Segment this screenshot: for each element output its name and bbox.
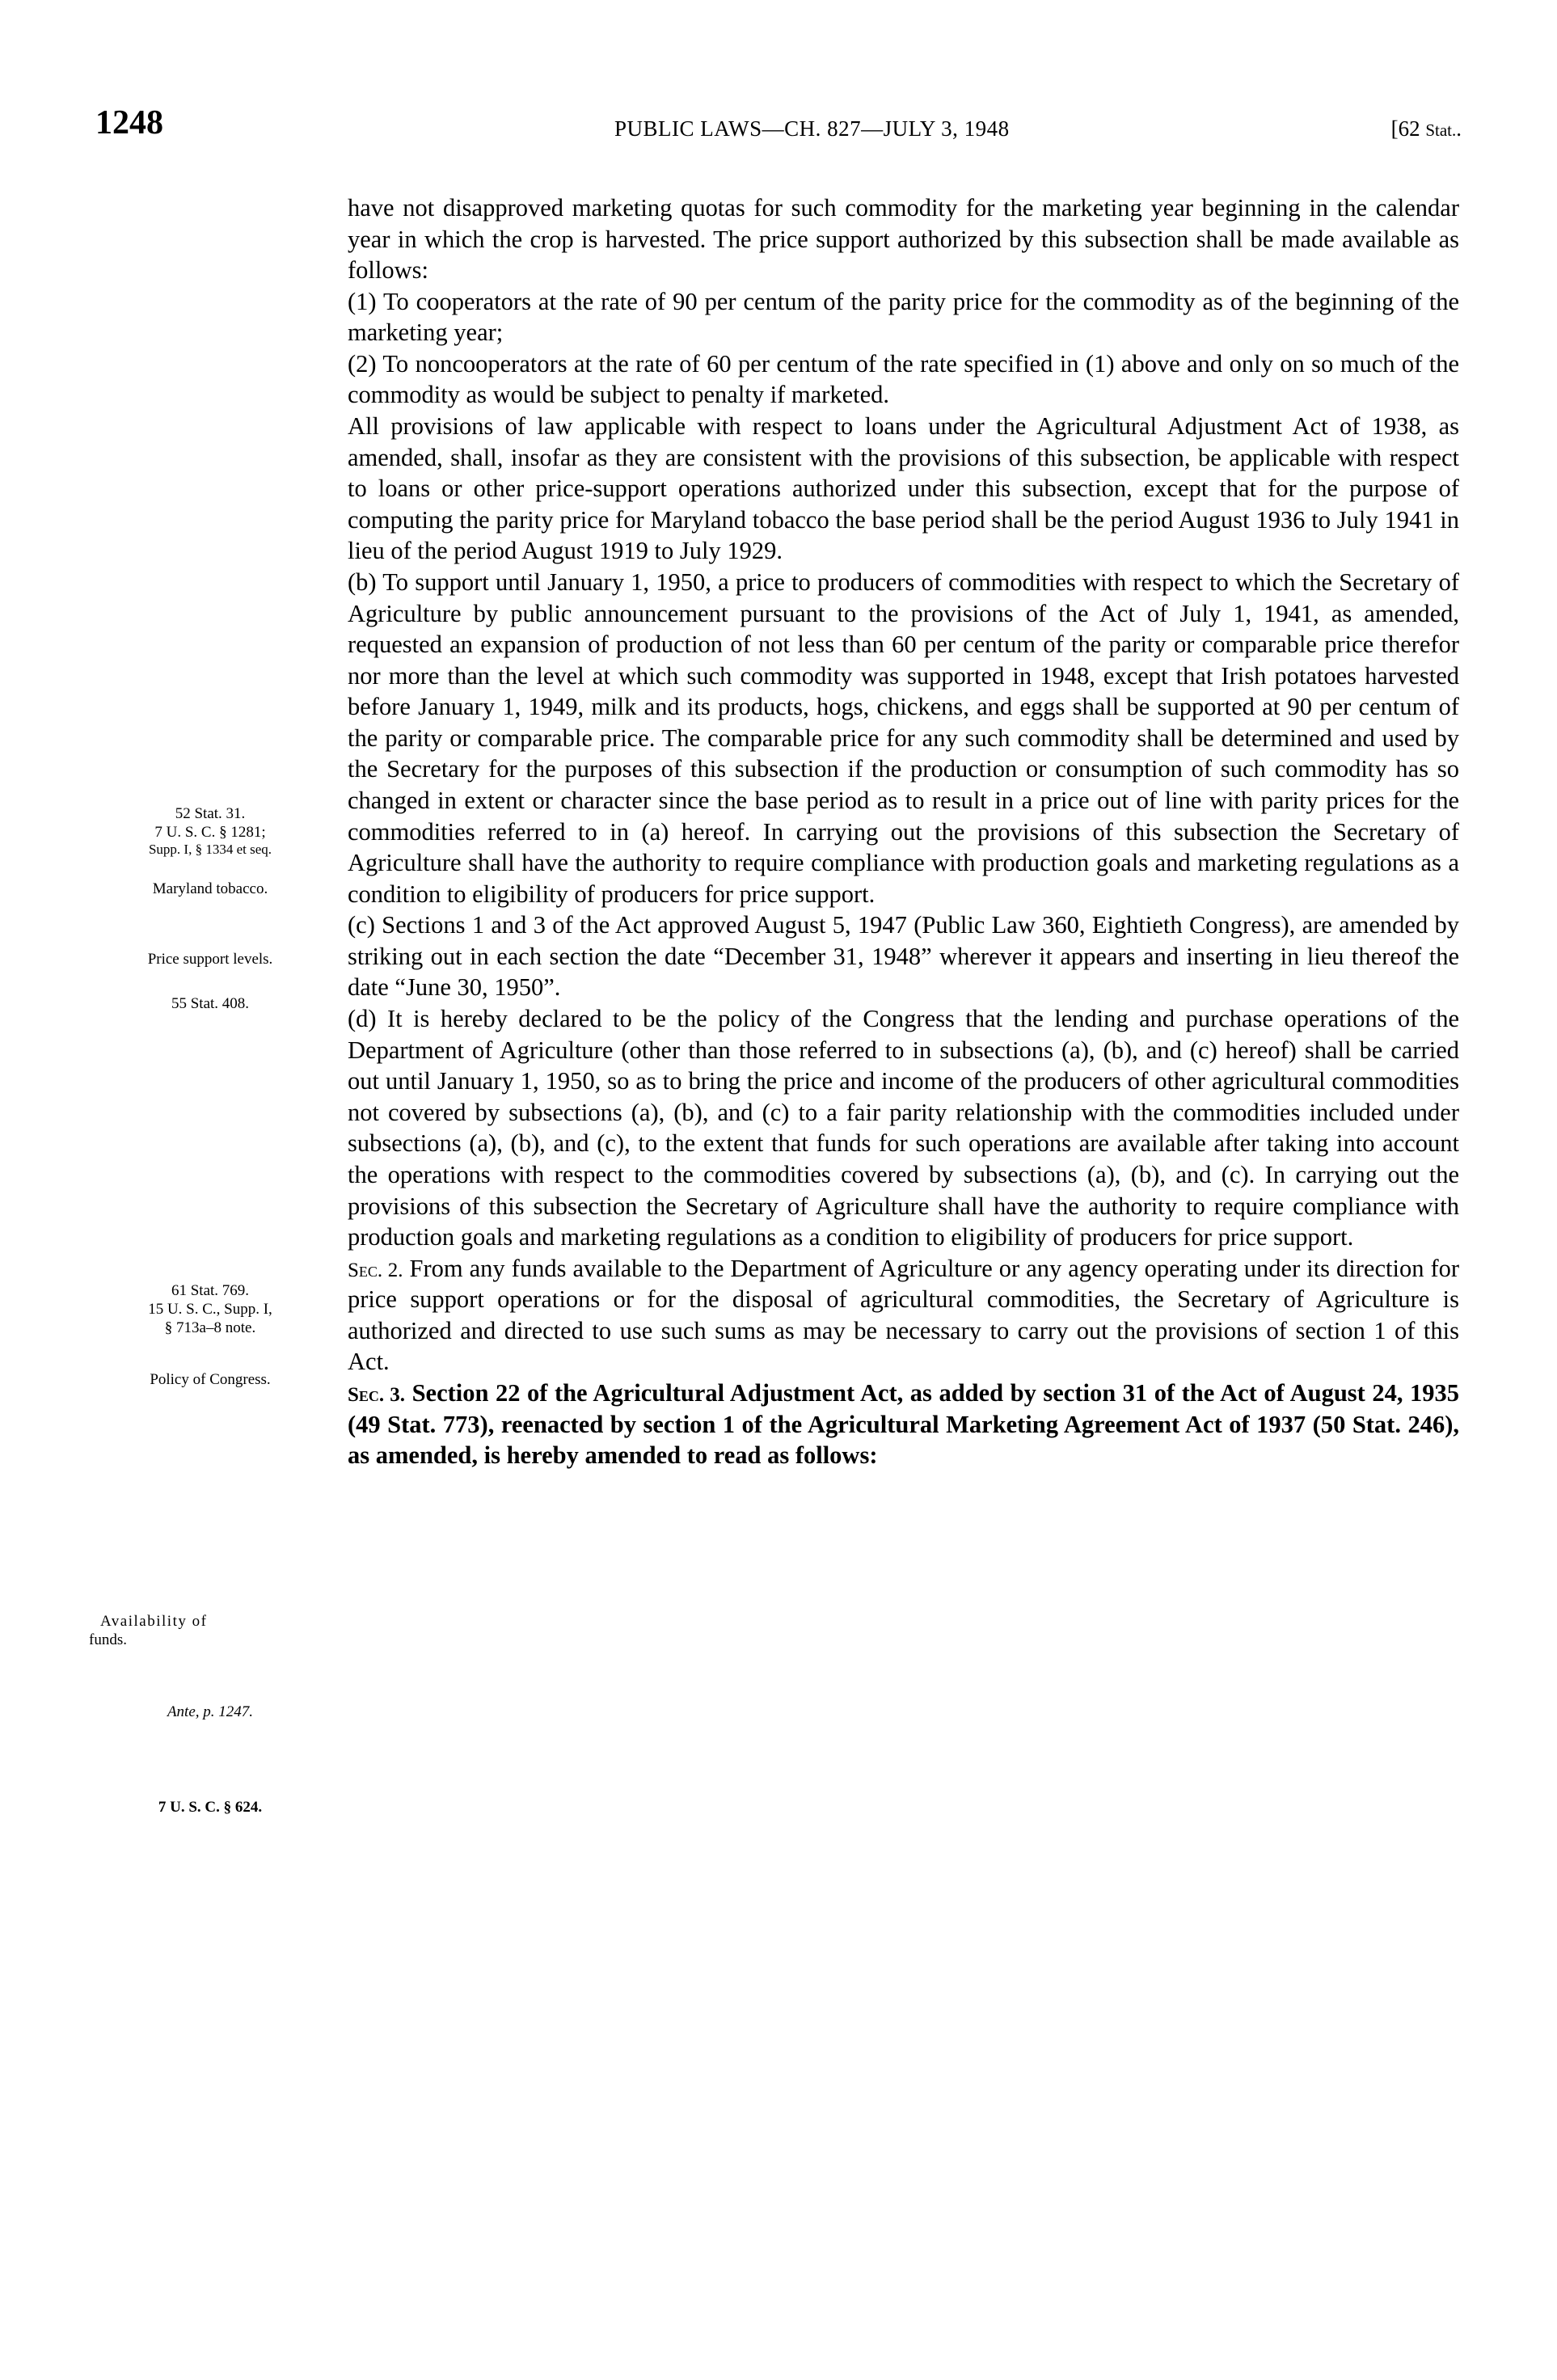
body-column bbox=[348, 192, 1459, 1471]
stat-citation-close: . bbox=[1456, 116, 1462, 141]
section-3-label: Sec. 3. bbox=[348, 1383, 406, 1406]
running-head-text: PUBLIC LAWS—CH. 827—JULY 3, 1948 bbox=[614, 116, 1010, 141]
sidenote-line: 55 Stat. 408. bbox=[171, 995, 250, 1012]
sidenote-7-usc-624 bbox=[89, 1798, 331, 1817]
stat-citation-label: Stat. bbox=[1425, 120, 1457, 140]
paragraph-clause-1: (1) To cooperators at the rate of 90 per centum of the parity price for the commodity as of the beginning of the marketing year; bbox=[348, 287, 1459, 347]
page-header bbox=[0, 104, 1557, 147]
sidenote-line: funds. bbox=[89, 1631, 127, 1649]
paragraph-section-3 bbox=[348, 1378, 1459, 1471]
sidenote-line: 7 U. S. C. § 624. bbox=[158, 1799, 263, 1816]
paragraph-opening: have not disapproved marketing quotas for such commodity for the marketing year beginning in the calendar year in which the crop is harvested. The price support authorized by this subsection shall be made available as follows: bbox=[348, 194, 1459, 285]
stat-citation-bracket: [62 bbox=[1390, 116, 1426, 141]
sidenote-line: Maryland tobacco. bbox=[152, 880, 268, 897]
paragraph-clause-2: (2) To noncooperators at the rate of 60 per centum of the rate specified in (1) above and only on so much of the commodity as would be subject to penalty if marketed. bbox=[348, 349, 1459, 409]
sidenote-line: 52 Stat. 31. bbox=[175, 805, 246, 822]
sidenote-line: 61 Stat. 769. bbox=[171, 1282, 250, 1299]
stat-citation bbox=[1391, 116, 1462, 141]
page-number: 1248 bbox=[95, 104, 163, 141]
paragraph-subsection-d: (d) It is hereby declared to be the policy of the Congress that the lending and purchase operations of the Department of Agriculture (other than those referred to in subsections (a), (b), and (c) hereof) shall be carried out until January 1, 1950, so as to bring the price and income of the producers of other agricultural commodities not covered by subsections (a), (b), and (c) to a fair parity relationship with the commodities included under subsections (a), (b), and (c), to the extent that funds for such operations are available after taking into account the operations with respect to the commodities covered by subsections (a), (b), and (c). In carrying out the provisions of this subsection the Secretary of Agriculture shall have the authority to require compliance with production goals and marketing regulations as a condition to eligibility of producers for price support. bbox=[348, 1005, 1459, 1251]
section-3-text: Section 22 of the Agricultural Adjustment Act, as added by section 31 of the Act of August 24, 1935 (49 Stat. 773), reenacted by section 1 of the Agricultural Marketing Agreement Act of 1937 (50 Stat. 246), as amended, is hereby amended to read as follows: bbox=[348, 1378, 1459, 1470]
sidenote-line: 7 U. S. C. § 1281; bbox=[154, 824, 266, 842]
sidenote-maryland-tobacco bbox=[89, 880, 331, 898]
paragraph-provisions-of-law: All provisions of law applicable with respect to loans under the Agricultural Adjustment Act of 1938, as amended, shall, insofar as they are consistent with the provisions of this subsection, be applicable with respect to loans or other price-support operations authorized under this subsection, except that for the purpose of computing the parity price for Maryland tobacco the base period shall be the period August 1936 to July 1941 in lieu of the period August 1919 to July 1929. bbox=[348, 412, 1459, 565]
sidenote-ante-p-1247 bbox=[89, 1703, 331, 1721]
paragraph-subsection-b: (b) To support until January 1, 1950, a price to producers of commodities with respect to which the Secretary of Agriculture by public announcement pursuant to the provisions of the Act of July 1, 1941, as amended, requested an expansion of production of not less than 60 per centum of the parity or comparable price therefor nor more than the level at which such commodity was supported in 1948, except that Irish potatoes harvested before January 1, 1949, milk and its products, hogs, chickens, and eggs shall be supported at 90 per centum of the parity or comparable price. The comparable price for any such commodity shall be determined and used by the Secretary for the purposes of this subsection if the production or consumption of such commodity has so changed in extent or character since the base period as to result in a price out of line with parity prices for the commodities referred to in (a) hereof. In carrying out the provisions of this subsection the Secretary of Agriculture shall have the authority to require compliance with production goals and marketing regulations as a condition to eligibility of producers for price support. bbox=[348, 568, 1459, 908]
sidenote-line: § 713a–8 note. bbox=[164, 1319, 256, 1337]
section-2-text: From any funds available to the Department of Agriculture or any agency operating under its direction for price support operations or for the disposal of agricultural commodities, the Secretary of Agriculture is authorized and directed to use such sums as may be necessary to carry out the provisions of section 1 of this Act. bbox=[348, 1254, 1460, 1376]
sidenote-price-support-levels bbox=[89, 950, 331, 968]
sidenote-line: 15 U. S. C., Supp. I, bbox=[148, 1301, 272, 1319]
sidenote-55-stat-408 bbox=[89, 994, 331, 1013]
section-2-label: Sec. 2. bbox=[348, 1259, 403, 1281]
paragraph-section-2 bbox=[348, 1253, 1459, 1378]
running-head bbox=[614, 116, 1010, 141]
sidenote-61-stat-769 bbox=[89, 1281, 331, 1338]
paragraph-subsection-c: (c) Sections 1 and 3 of the Act approved August 5, 1947 (Public Law 360, Eightieth Congress), are amended by striking out in each section the date “December 31, 1948” wherever it appears and inserting in lieu thereof the date “June 30, 1950”. bbox=[348, 911, 1459, 1002]
sidenote-line: Availability of bbox=[100, 1613, 208, 1630]
sidenote-line: Ante, p. 1247. bbox=[167, 1703, 254, 1720]
sidenote-line: Supp. I, § 1334 et seq. bbox=[148, 842, 272, 858]
sidenote-policy-of-congress bbox=[89, 1370, 331, 1389]
sidenote-availability-of-funds bbox=[89, 1612, 331, 1649]
sidenote-52-stat-31 bbox=[89, 804, 331, 859]
sidenote-line: Price support levels. bbox=[147, 951, 273, 968]
sidenote-line: Policy of Congress. bbox=[150, 1371, 271, 1388]
